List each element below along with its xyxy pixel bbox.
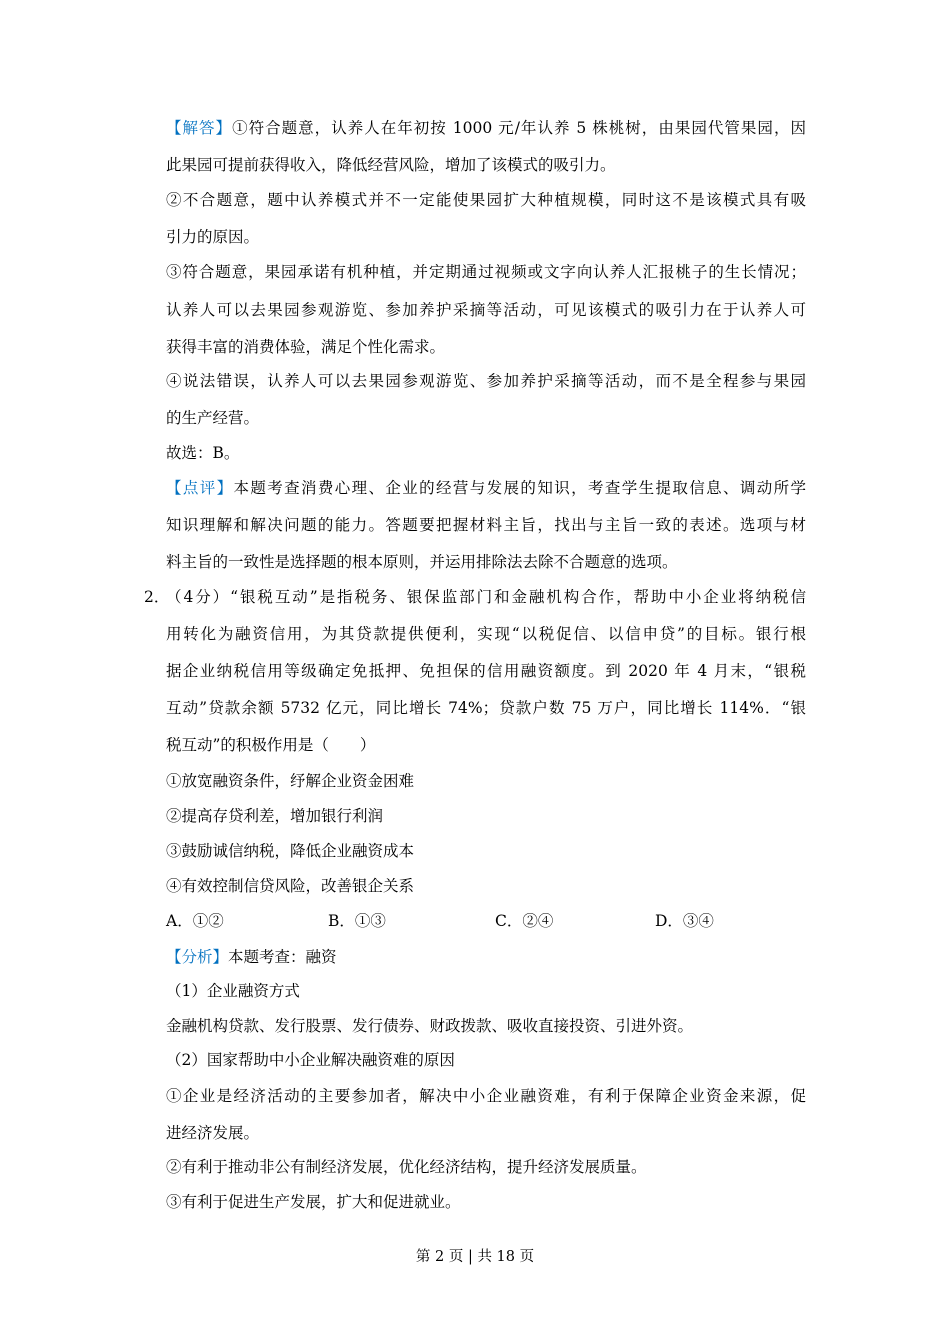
line-text: 据企业纳税信用等级确定免抵押、免担保的信用融资额度。到 2020 年 4 月末，“银税: [166, 662, 806, 680]
answer-line: [166, 190, 806, 210]
statement-item: [166, 771, 414, 791]
answer-line: [166, 155, 616, 175]
page-footer: 第 2 页 | 共 18 页: [415, 1249, 535, 1265]
statement-item: [166, 841, 414, 861]
analysis-line: [166, 981, 300, 1001]
statement-item: [166, 806, 383, 826]
line-text: ②不合题意，题中认养模式并不一定能使果园扩大种植规模，同时这不是该模式具有吸: [166, 191, 806, 209]
line-text: 用转化为融资信用，为其贷款提供便利，实现“以税促信、以信申贷”的目标。银行根: [166, 625, 806, 643]
answer-option: B．①③: [328, 912, 386, 930]
answer-option: C．②④: [495, 912, 554, 930]
question-line: [166, 624, 806, 644]
answer-line: [166, 443, 239, 463]
comment-line: [166, 552, 678, 572]
line-text: 获得丰富的消费体验，满足个性化需求。: [166, 338, 446, 356]
line-text: ①放宽融资条件，纾解企业资金困难: [166, 772, 415, 790]
analysis-line: [166, 1192, 461, 1212]
line-text: 知识理解和解决问题的能力。答题要把握材料主旨，找出与主旨一致的表述。选项与材: [166, 516, 806, 534]
question-line: [166, 735, 375, 755]
line-text: ③有利于促进生产发展，扩大和促进就业。: [166, 1193, 461, 1211]
line-text: 此果园可提前获得收入，降低经营风险，增加了该模式的吸引力。: [166, 156, 616, 174]
line-text: 料主旨的一致性是选择题的根本原则，并运用排除法去除不合题意的选项。: [166, 553, 678, 571]
line-text: ③鼓励诚信纳税，降低企业融资成本: [166, 842, 415, 860]
line-text: （4分）“银税互动”是指税务、银保监部门和金融机构合作，帮助中小企业将纳税信: [166, 588, 806, 606]
line-text: 故选：B。: [166, 444, 240, 462]
question-line: [166, 587, 806, 607]
analysis-line: [166, 1016, 693, 1036]
section-label: 【点评】: [166, 479, 234, 497]
analysis-line: [166, 947, 337, 967]
line-text: 认养人可以去果园参观游览、参加养护采摘等活动，可见该模式的吸引力在于认养人可: [166, 301, 806, 319]
answer-line: [166, 227, 259, 247]
line-text: 金融机构贷款、发行股票、发行债券、财政拨款、吸收直接投资、引进外资。: [166, 1017, 694, 1035]
line-text: 税互动”的积极作用是（ ）: [166, 736, 376, 754]
answer-line: [166, 337, 445, 357]
analysis-line: [166, 1086, 806, 1106]
line-text: 进经济发展。: [166, 1124, 260, 1142]
question-line: [166, 698, 806, 718]
line-text: 互动”贷款余额 5732 亿元，同比增长 74%；贷款户数 75 万户，同比增长 114%．“银: [166, 699, 806, 717]
answer-line: [166, 262, 806, 282]
comment-line: [166, 478, 806, 498]
answer-line: [166, 300, 806, 320]
line-text: （2）国家帮助中小企业解决融资难的原因: [166, 1051, 455, 1069]
question-number: 2．: [144, 588, 170, 606]
line-text: ②提高存贷利差，增加银行利润: [166, 807, 384, 825]
statement-item: [166, 876, 414, 896]
answer-option: A．①②: [166, 912, 224, 930]
line-text: ④有效控制信贷风险，改善银企关系: [166, 877, 415, 895]
analysis-line: [166, 1123, 259, 1143]
line-text: ④说法错误，认养人可以去果园参观游览、参加养护采摘等活动，而不是全程参与果园: [166, 372, 806, 390]
section-label: 【解答】: [166, 119, 233, 137]
line-text: 本题考查消费心理、企业的经营与发展的知识，考查学生提取信息、调动所学: [233, 479, 806, 497]
line-text: ③符合题意，果园承诺有机种植，并定期通过视频或文字向认养人汇报桃子的生长情况；: [166, 263, 806, 281]
line-text: （1）企业融资方式: [166, 982, 300, 1000]
line-text: 引力的原因。: [166, 228, 260, 246]
answer-line: [166, 118, 806, 138]
line-text: ①企业是经济活动的主要参加者，解决中小企业融资难，有利于保障企业资金来源，促: [166, 1087, 806, 1105]
answer-line: [166, 408, 259, 428]
analysis-line: [166, 1157, 647, 1177]
section-label: 【分析】: [166, 948, 229, 966]
line-text: 本题考查：融资: [228, 948, 337, 966]
analysis-line: [166, 1050, 455, 1070]
answer-option: D．③④: [655, 912, 714, 930]
line-text: ①符合题意，认养人在年初按 1000 元/年认养 5 株桃树，由果园代管果园，因: [232, 119, 806, 137]
line-text: ②有利于推动非公有制经济发展，优化经济结构，提升经济发展质量。: [166, 1158, 647, 1176]
comment-line: [166, 515, 806, 535]
answer-line: [166, 371, 806, 391]
question-line: [166, 661, 806, 681]
line-text: 的生产经营。: [166, 409, 260, 427]
